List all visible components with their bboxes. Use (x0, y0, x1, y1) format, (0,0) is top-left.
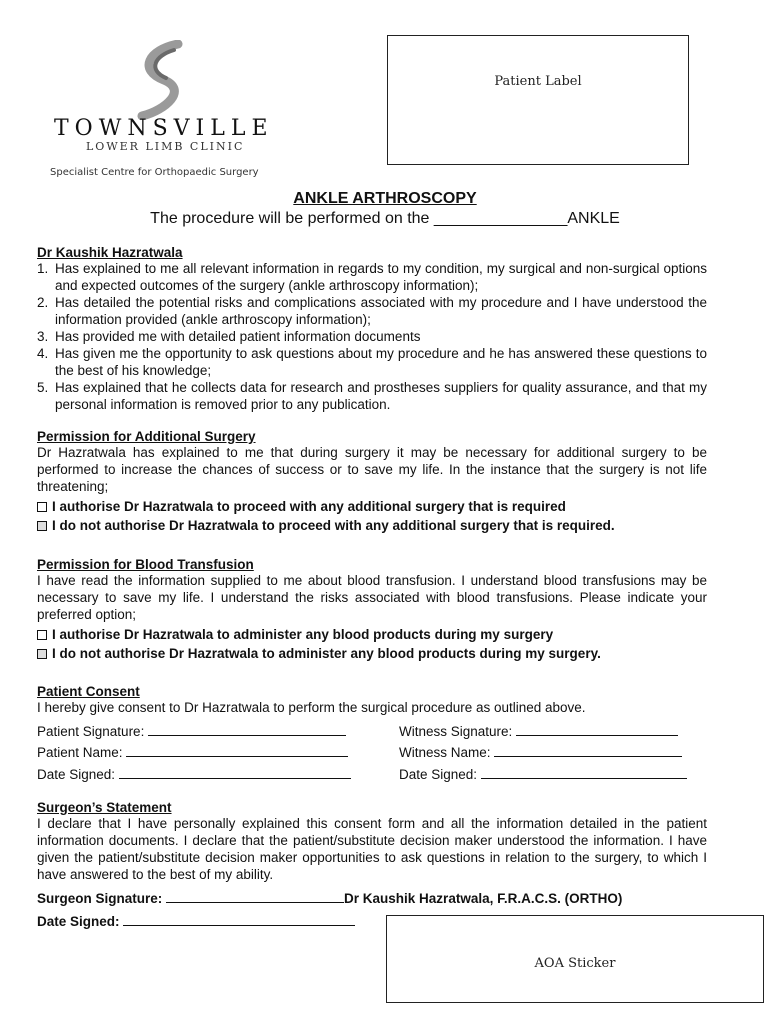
patient-label-text: Patient Label (494, 74, 582, 89)
logo-tagline: Specialist Centre for Orthopaedic Surgery (50, 167, 259, 178)
logo-mark-icon (118, 40, 198, 120)
doctor-section (37, 245, 707, 413)
aoa-sticker-label: AOA Sticker (534, 956, 616, 971)
blood-authorise-option[interactable]: I authorise Dr Hazratwala to administer any blood products during my surgery (37, 627, 707, 642)
additional-surgery-heading: Permission for Additional Surgery (37, 429, 256, 444)
witness-date-field[interactable]: Date Signed: (399, 767, 687, 782)
patient-date-field[interactable]: Date Signed: (37, 767, 351, 782)
checkbox[interactable] (37, 502, 47, 512)
patient-name-field[interactable]: Patient Name: (37, 745, 348, 760)
additional-surgery-text: Dr Hazratwala has explained to me that during surgery it may be necessary for additional surgery to be performed to increase the chances of success or to save my life. In the instance that the surgery is not life threatening; (37, 445, 707, 494)
additional-surgery-not-authorise-option[interactable]: I do not authorise Dr Hazratwala to proceed with any additional surgery that is required. (37, 518, 707, 533)
additional-surgery-authorise-option[interactable]: I authorise Dr Hazratwala to proceed with any additional surgery that is required (37, 499, 707, 514)
aoa-sticker-box (386, 915, 764, 1003)
checkbox[interactable] (37, 630, 47, 640)
patient-consent-heading: Patient Consent (37, 684, 140, 699)
doctor-list (37, 260, 707, 413)
document-title: ANKLE ARTHROSCOPY (293, 190, 477, 207)
blood-transfusion-heading: Permission for Blood Transfusion (37, 557, 254, 572)
checkbox[interactable] (37, 521, 47, 531)
surgeon-name: Dr Kaushik Hazratwala, F.R.A.C.S. (ORTHO) (344, 891, 623, 906)
witness-signature-field[interactable]: Witness Signature: (399, 724, 678, 739)
list-item: 4. Has given me the opportunity to ask questions about my procedure and he has answered these questions to the best of his knowledge; (37, 346, 707, 378)
patient-consent-text: I hereby give consent to Dr Hazratwala to perform the surgical procedure as outlined above. (37, 700, 586, 715)
surgeon-statement-text: I declare that I have personally explained this consent form and all the information detailed in the patient information documents. I declare that the patient/substitute decision maker understood the information. I have given the patient/substitute decision maker opportunities to ask questions in relation to the surgery, to which I have answered to the best of my ability. (37, 816, 707, 882)
blood-transfusion-text: I have read the information supplied to me about blood transfusion. I understand blood transfusions may be necessary to save my life. I understand the risks associated with blood transfusions. Please indicate your preferred option; (37, 573, 707, 622)
surgeon-statement-section (37, 800, 707, 883)
document-subtitle: The procedure will be performed on the _______________ANKLE (150, 210, 620, 227)
surgeon-statement-heading: Surgeon’s Statement (37, 800, 172, 815)
blood-transfusion-section (37, 557, 707, 661)
clinic-logo (48, 40, 288, 185)
patient-signature-field[interactable]: Patient Signature: (37, 724, 346, 739)
checkbox[interactable] (37, 649, 47, 659)
list-item: 1. Has explained to me all relevant information in regards to my condition, my surgical and non-surgical options and expected outcomes of the surgery (ankle arthroscopy information); (37, 261, 707, 293)
witness-name-field[interactable]: Witness Name: (399, 745, 682, 760)
blood-not-authorise-option[interactable]: I do not authorise Dr Hazratwala to administer any blood products during my surgery. (37, 646, 707, 661)
list-item: 2. Has detailed the potential risks and complications associated with my procedure and I have understood the information provided (ankle arthroscopy information); (37, 295, 707, 327)
patient-consent-section (37, 684, 707, 716)
list-item: 5. Has explained that he collects data for research and prostheses suppliers for quality assurance, and that my personal information is removed prior to any publication. (37, 380, 707, 412)
logo-subtitle: LOWER LIMB CLINIC (86, 140, 245, 153)
additional-surgery-section (37, 429, 707, 533)
surgeon-signature-field[interactable]: Surgeon Signature: Dr Kaushik Hazratwala, F.R.A.C.S. (ORTHO) (37, 891, 623, 906)
patient-label-box (387, 35, 689, 165)
list-item: 3. Has provided me with detailed patient information documents (37, 329, 421, 344)
doctor-heading: Dr Kaushik Hazratwala (37, 245, 183, 260)
logo-title: TOWNSVILLE (54, 116, 274, 141)
surgeon-date-field[interactable]: Date Signed: (37, 914, 355, 929)
